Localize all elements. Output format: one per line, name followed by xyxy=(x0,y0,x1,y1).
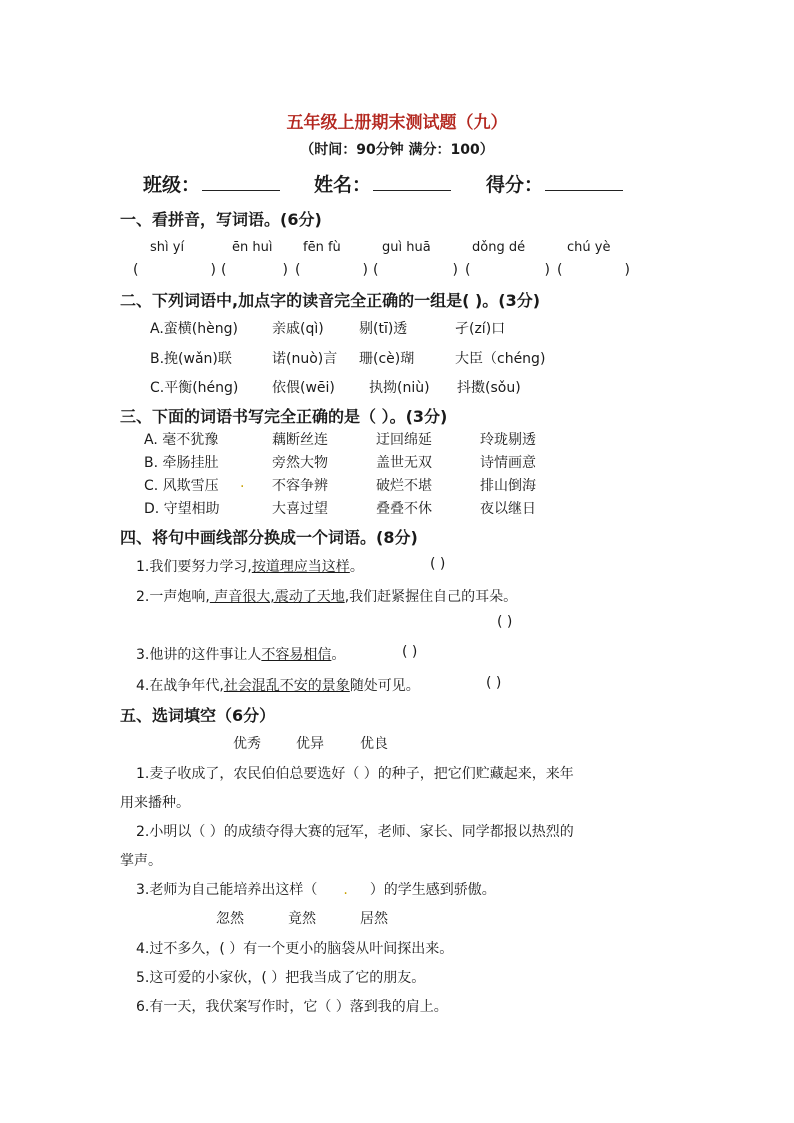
s4-question-1: 1.我们要努力学习,按道理应当这样。 xyxy=(136,559,364,575)
s3-option-a-2: 藕断丝连 xyxy=(272,432,328,448)
s2-option-a-4: 孑(zí)口 xyxy=(455,321,506,337)
s3-option-b-2: 旁然大物 xyxy=(272,455,328,471)
s4-answer-1[interactable]: ( ) xyxy=(430,556,446,572)
pinyin-2: ēn huì xyxy=(232,240,273,255)
s3-option-c-2: 不容争辨 xyxy=(272,478,328,494)
s3-option-b-1: B. 牵肠挂肚 xyxy=(144,455,219,471)
pinyin-3: fēn fù xyxy=(303,240,341,255)
s3-option-b-3: 盖世无双 xyxy=(376,455,432,471)
name-blank[interactable] xyxy=(373,172,451,191)
word-choice-2: 优异 xyxy=(296,736,324,752)
s2-option-a-2: 亲戚(qì) xyxy=(272,321,324,337)
s2-option-b-4: 大臣（chéng) xyxy=(455,351,546,367)
section-1-heading: 一、看拼音，写词语。(6分) xyxy=(120,210,322,229)
s3-option-b-4: 诗情画意 xyxy=(480,455,536,471)
page-title: 五年级上册期末测试题（九） xyxy=(286,113,508,133)
section-4-heading: 四、将句中画线部分换成一个词语。(8分) xyxy=(120,528,418,547)
stray-dot: . xyxy=(240,475,245,491)
s3-option-c-4: 排山倒海 xyxy=(480,478,536,494)
s4-answer-2[interactable]: ( ) xyxy=(497,614,513,630)
pinyin-4: guì huā xyxy=(382,240,431,255)
answer-box-1[interactable]: ( ) xyxy=(133,262,216,278)
class-field xyxy=(143,170,280,197)
s5-question-6: 6.有一天，我伏案写作时，它（ ）落到我的肩上。 xyxy=(136,999,448,1015)
name-label: 姓名： xyxy=(314,174,372,196)
score-blank[interactable] xyxy=(545,172,623,191)
s2-option-c-3: 执拗(niù) xyxy=(369,380,430,396)
s2-option-a-3: 剔(tī)透 xyxy=(359,321,408,337)
answer-box-6[interactable]: ( ) xyxy=(557,262,630,278)
exam-info: （时间：90分钟 满分：100） xyxy=(300,142,494,158)
s4-answer-4[interactable]: ( ) xyxy=(486,675,502,691)
word-choice-1: 优秀 xyxy=(233,736,261,752)
s5-question-2-line-2: 掌声。 xyxy=(120,853,162,869)
score-field xyxy=(486,170,623,197)
answer-box-3[interactable]: ( ) xyxy=(295,262,368,278)
section-3-heading: 三、下面的词语书写完全正确的是（ ）。(3分) xyxy=(120,407,448,426)
s5-question-4: 4.过不多久，( ）有一个更小的脑袋从叶间探出来。 xyxy=(136,941,454,957)
s3-option-d-4: 夜以继日 xyxy=(480,501,536,517)
s3-option-c-3: 破烂不堪 xyxy=(376,478,432,494)
section-5-heading: 五、选词填空（6分） xyxy=(120,706,276,725)
s2-option-a-1: A.蛮横(hèng) xyxy=(150,321,238,337)
s2-option-b-1: B.挽(wǎn)联 xyxy=(150,351,232,367)
word-choice-4: 忽然 xyxy=(216,911,244,927)
answer-box-5[interactable]: ( ) xyxy=(465,262,550,278)
s3-option-c-1: C. 风欺雪压 xyxy=(144,478,219,494)
s3-option-d-2: 大喜过望 xyxy=(272,501,328,517)
s4-question-2: 2.一声炮响, 声音很大,震动了天地,我们赶紧握住自己的耳朵。 xyxy=(136,589,518,605)
word-choice-6: 居然 xyxy=(360,911,388,927)
s5-question-3: 3.老师为自己能培养出这样（ . ）的学生感到骄傲。 xyxy=(136,882,496,898)
s5-question-2-line-1: 2.小明以（ ）的成绩夺得大赛的冠军，老师、家长、同学都报以热烈的 xyxy=(136,824,574,840)
s2-option-c-1: C.平衡(héng) xyxy=(150,380,239,396)
s5-question-1-line-2: 用来播种。 xyxy=(120,795,190,811)
section-2-heading: 二、下列词语中,加点字的读音完全正确的一组是( )。(3分) xyxy=(120,291,541,310)
s4-question-4: 4.在战争年代,社会混乱不安的景象随处可见。 xyxy=(136,678,420,694)
score-label: 得分： xyxy=(486,174,544,196)
name-field xyxy=(314,170,451,197)
class-blank[interactable] xyxy=(202,172,280,191)
s2-option-b-3: 珊(cè)瑚 xyxy=(359,351,415,367)
s2-option-c-4: 抖擞(sǒu) xyxy=(457,380,521,396)
s5-question-1-line-1: 1.麦子收成了，农民伯伯总要选好（ ）的种子，把它们贮藏起来，来年 xyxy=(136,766,574,782)
q3-dot: . xyxy=(343,882,348,898)
s4-answer-3[interactable]: ( ) xyxy=(402,644,418,660)
s2-option-c-2: 依偎(wēi) xyxy=(272,380,335,396)
answer-box-2[interactable]: ( ) xyxy=(221,262,288,278)
s3-option-a-1: A. 毫不犹豫 xyxy=(144,432,219,448)
s4-question-3: 3.他讲的这件事让人不容易相信。 xyxy=(136,647,346,663)
s3-option-a-4: 玲珑剔透 xyxy=(480,432,536,448)
pinyin-1: shì yí xyxy=(150,240,185,255)
class-label: 班级： xyxy=(143,174,201,196)
pinyin-6: chú yè xyxy=(567,240,611,255)
pinyin-5: dǒng dé xyxy=(472,240,526,255)
answer-box-4[interactable]: ( ) xyxy=(373,262,458,278)
s3-option-a-3: 迂回绵延 xyxy=(376,432,432,448)
word-choice-5: 竟然 xyxy=(288,911,316,927)
s3-option-d-1: D. 守望相助 xyxy=(144,501,220,517)
word-choice-3: 优良 xyxy=(360,736,388,752)
s3-option-d-3: 叠叠不休 xyxy=(376,501,432,517)
s2-option-b-2: 诺(nuò)言 xyxy=(272,351,338,367)
s5-question-5: 5.这可爱的小家伙，( ）把我当成了它的朋友。 xyxy=(136,970,426,986)
